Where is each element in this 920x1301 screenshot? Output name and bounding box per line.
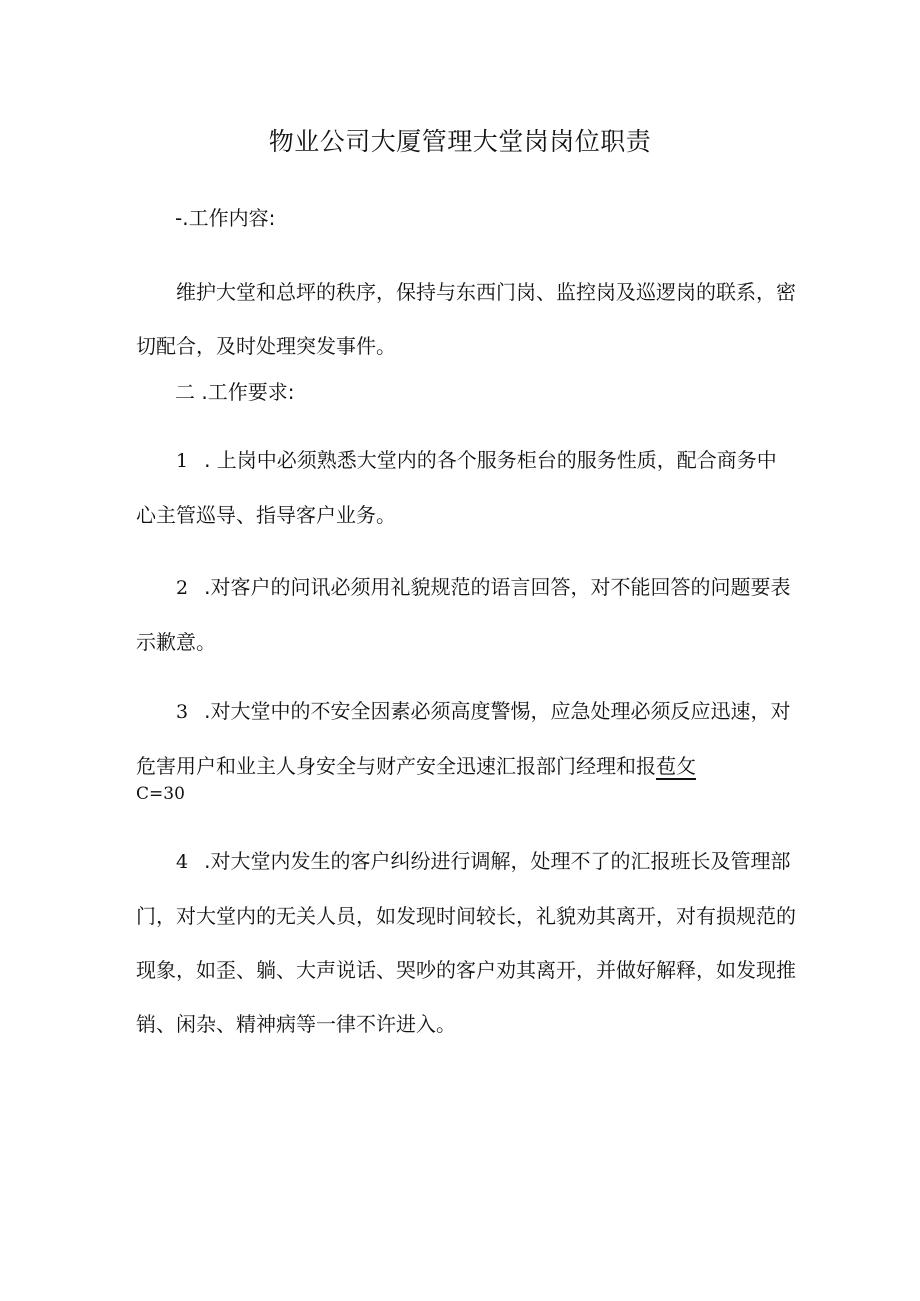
section-heading-work-content: -.工作内容: (175, 206, 276, 230)
item-number: 2 (176, 577, 189, 599)
section-heading-work-requirements: 二 .工作要求: (175, 380, 295, 404)
item-text: .对大堂内发生的客户纠纷进行调解，处理不了的汇报班长及管理部门，对大堂内的无关人员，如发现时间较长，礼貌劝其离开，对有损规范的现象，如歪、躺、大声说话、哭吵的客户劝其离开，并做好解释，如发现推销、闲杂、精神病等一律不许进入。 (136, 849, 796, 1036)
item-text-underlined: 苞攵 (656, 754, 696, 778)
document-title: 物业公司大厦管理大堂岗岗位职责 (268, 127, 652, 156)
item-text: .对客户的问讯必须用礼貌规范的语言回答，对不能回答的问题要表示歉意。 (136, 575, 791, 654)
item-number: 4 (176, 851, 189, 873)
requirement-item-3 (136, 684, 796, 793)
requirement-item-1 (136, 433, 796, 542)
item-number: 1 (176, 450, 189, 472)
requirement-item-2 (136, 560, 796, 669)
requirement-item-4 (136, 834, 796, 1051)
item-text: .对大堂中的不安全因素必须高度警惕，应急处理必须反应迅速，对危害用户和业主人身安全与财产安全迅速汇报部门经理和报 (136, 699, 791, 778)
stray-text: C=30 (136, 784, 185, 804)
item-number: 3 (176, 701, 189, 723)
item-text: . 上岗中必须熟悉大堂内的各个服务柜台的服务性质，配合商务中心主管巡导、指导客户业务。 (136, 448, 777, 527)
work-content-paragraph: 维护大堂和总坪的秩序，保持与东西门岗、监控岗及巡逻岗的联系，密切配合，及时处理突发事件。 (136, 280, 796, 358)
